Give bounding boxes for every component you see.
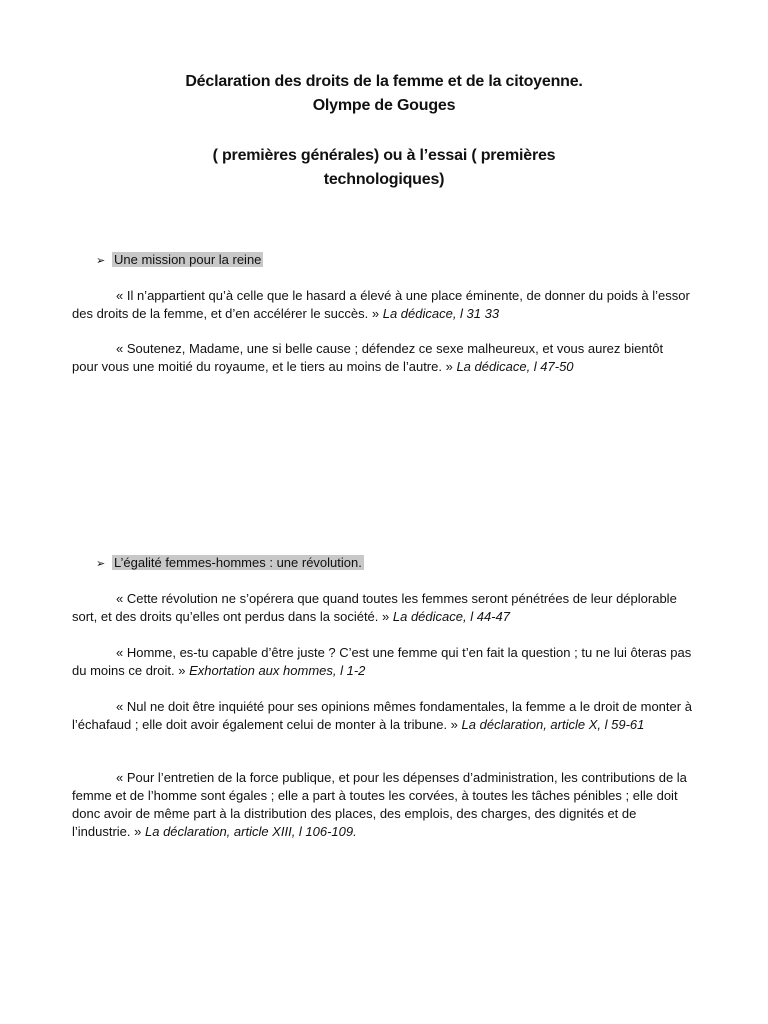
quote-block bbox=[72, 769, 692, 841]
section-heading-text: Une mission pour la reine bbox=[114, 252, 262, 267]
subtitle-line-1: ( premières générales) ou à l’essai ( premières bbox=[212, 147, 556, 164]
quote-block bbox=[72, 287, 692, 323]
quote-text: « Nul ne doit être inquiété pour ses opinions mêmes fondamentales, la femme a le droit de monter à l’échafaud ; elle doit avoir également celui de monter à la tribune. » bbox=[72, 699, 692, 732]
quote-source: Exhortation aux hommes, l 1-2 bbox=[189, 663, 366, 678]
quote-text: « Il n’appartient qu’à celle que le hasard a élevé à une place éminente, de donner du poids à l’essor des droits de la femme, et d’en accélérer le succès. » bbox=[72, 288, 690, 321]
quote-block bbox=[72, 590, 692, 626]
subtitle-line-2: technologiques) bbox=[323, 171, 445, 188]
quote-text: « Cette révolution ne s’opérera que quand toutes les femmes seront pénétrées de leur déplorable sort, et des droits qu’elles ont perdus dans la société. » bbox=[72, 591, 677, 624]
section-heading-text: L’égalité femmes-hommes : une révolution. bbox=[114, 555, 362, 570]
quote-text: « Homme, es-tu capable d’être juste ? C’est une femme qui t’en fait la question ; tu ne lui ôteras pas du moins ce droit. » bbox=[72, 645, 692, 678]
quote-source: La déclaration, article X, l 59-61 bbox=[461, 717, 645, 732]
quote-text: « Soutenez, Madame, une si belle cause ; défendez ce sexe malheureux, et vous aurez bientôt pour vous une moitié du royaume, et le tiers au moins de l’autre. » bbox=[72, 341, 664, 374]
quote-block bbox=[72, 644, 692, 680]
section-heading-1 bbox=[96, 251, 263, 270]
arrow-bullet-icon: ➢ bbox=[96, 558, 106, 570]
title-line-2: Olympe de Gouges bbox=[312, 97, 456, 114]
section-heading-2 bbox=[96, 554, 364, 573]
document-title bbox=[0, 70, 768, 118]
quote-text: « Pour l’entretien de la force publique, et pour les dépenses d’administration, les contributions de la femme et de l’homme sont égales ; elle a part à toutes les corvées, à toutes les tâches pénibles ; elle doit donc avoir de même part à la distribution des places, des emplois, des charges, des dignités et de l’industrie. » bbox=[72, 770, 687, 839]
quote-block bbox=[72, 698, 692, 734]
document-subtitle bbox=[0, 144, 768, 192]
arrow-bullet-icon: ➢ bbox=[96, 255, 106, 267]
quote-source: La dédicace, l 47-50 bbox=[456, 359, 574, 374]
quote-source: La dédicace, l 31 33 bbox=[382, 306, 500, 321]
quote-source: La dédicace, l 44-47 bbox=[392, 609, 510, 624]
quote-source: La déclaration, article XIII, l 106-109. bbox=[145, 824, 357, 839]
quote-block bbox=[72, 340, 692, 376]
title-line-1: Déclaration des droits de la femme et de la citoyenne. bbox=[185, 73, 583, 90]
